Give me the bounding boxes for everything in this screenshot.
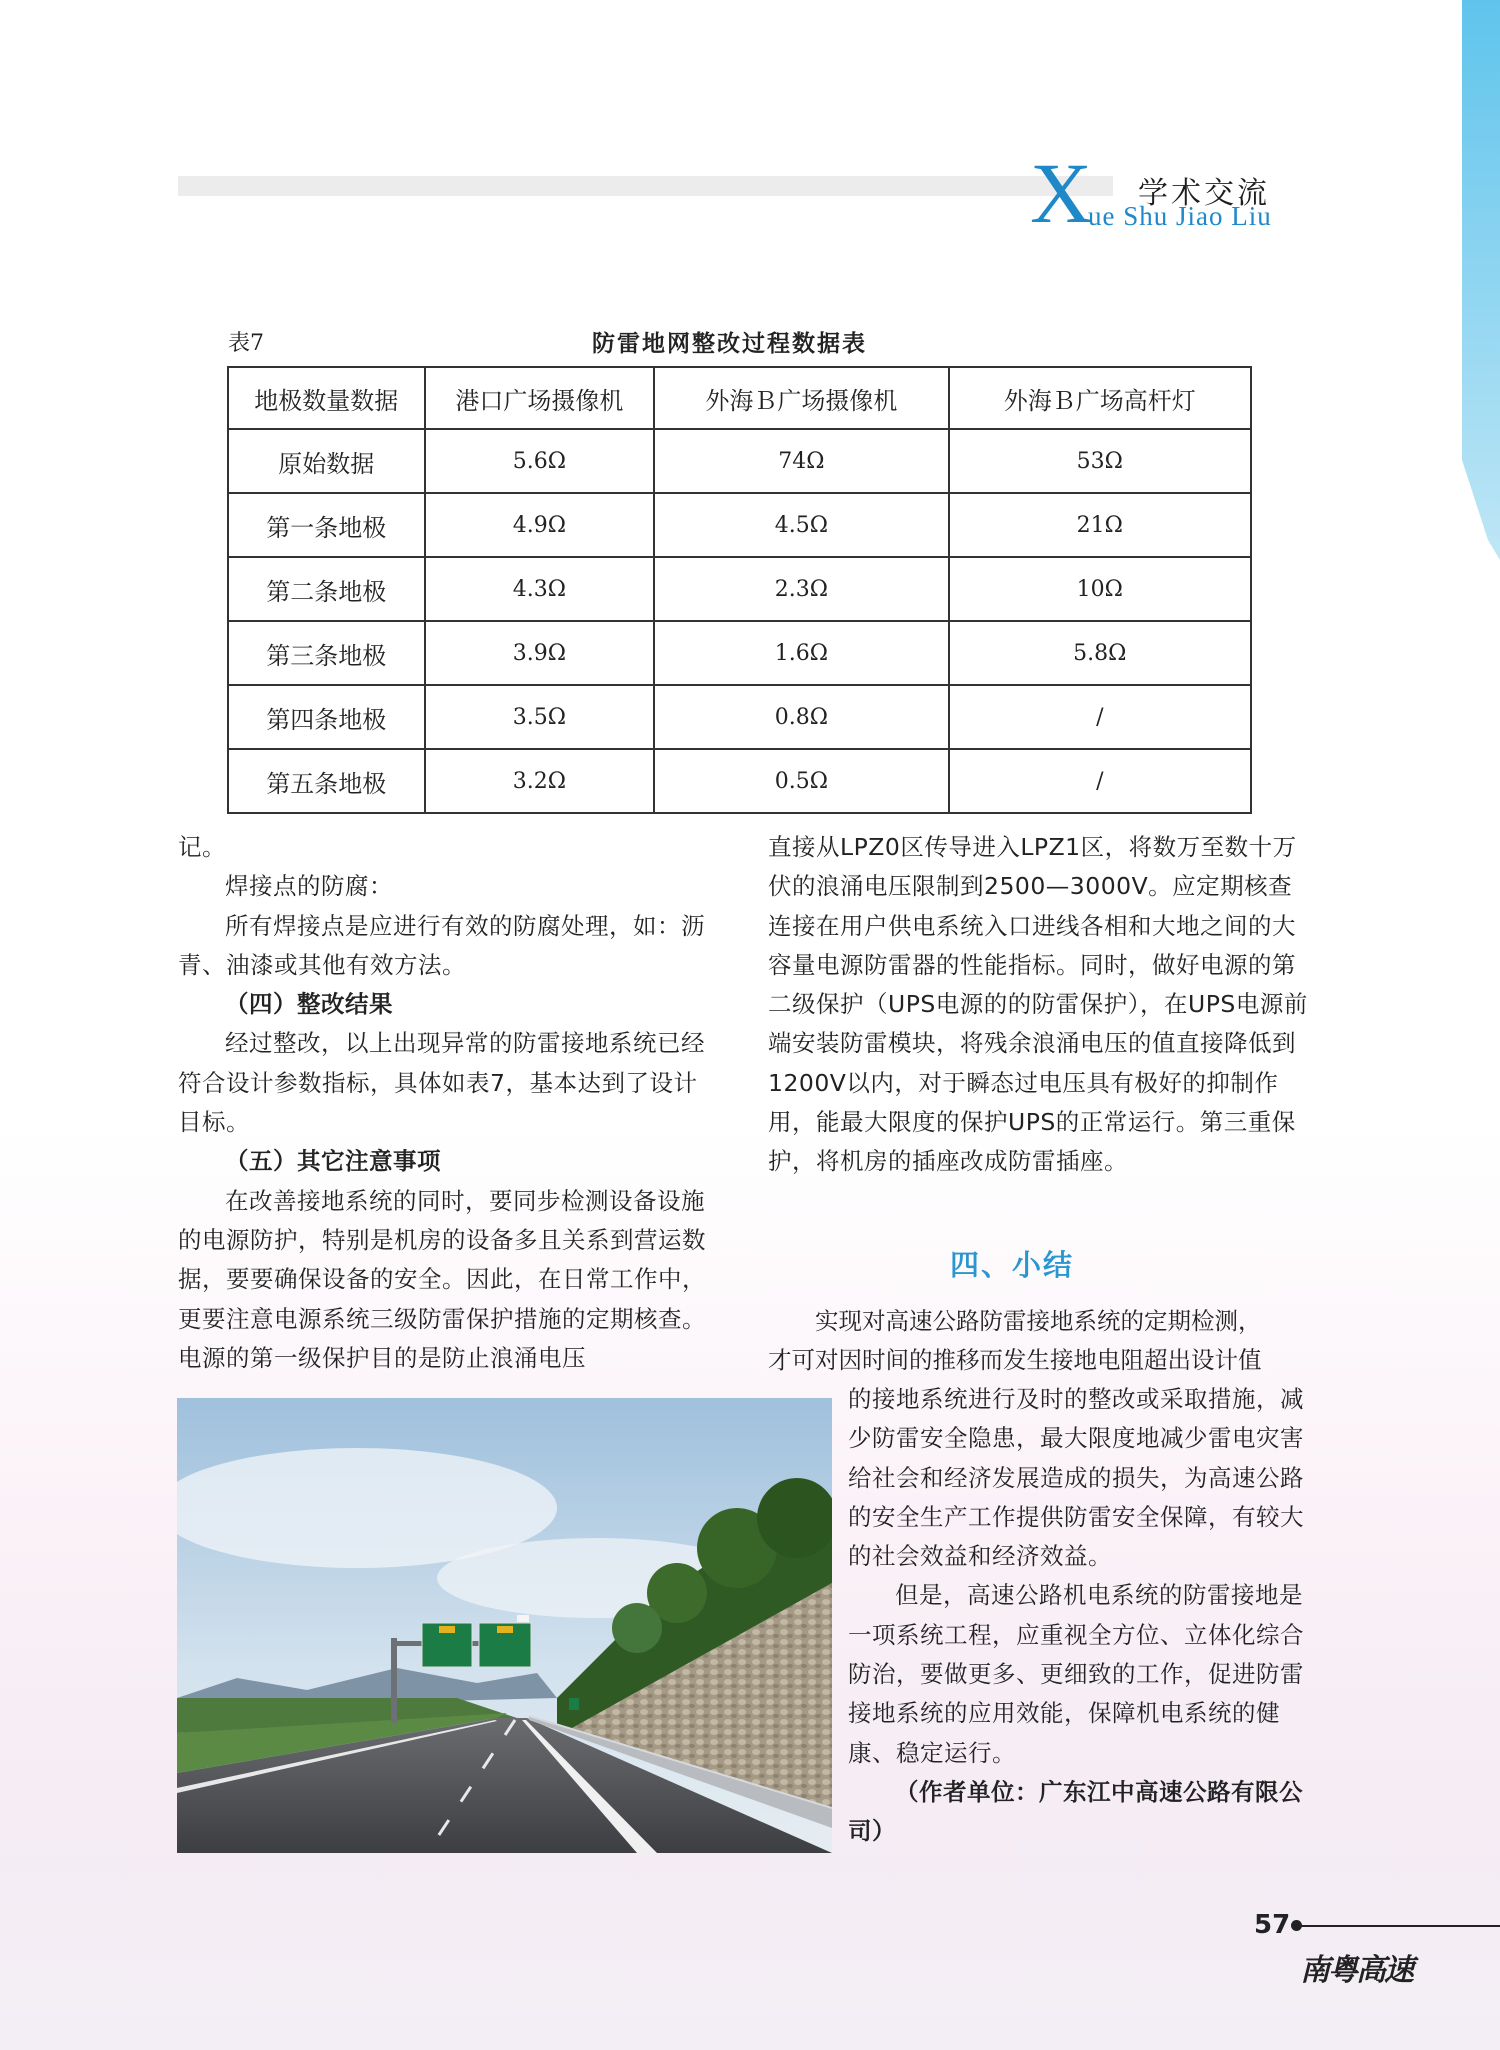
column-header: 外海Ｂ广场高杆灯 bbox=[949, 367, 1251, 429]
table-cell: 4.9Ω bbox=[425, 493, 655, 557]
conclusion-intro bbox=[768, 1302, 1308, 1381]
table-cell: 2.3Ω bbox=[654, 557, 948, 621]
magazine-logo: 南粤高速 bbox=[1300, 1953, 1412, 1988]
section-heading: 四、小结 bbox=[950, 1248, 1075, 1282]
paragraph: 才可对因时间的推移而发生接地电阻超出设计值 bbox=[768, 1346, 1262, 1375]
table-row bbox=[228, 621, 1251, 685]
section-title-cn: 学术交流 bbox=[1138, 176, 1270, 211]
table-cell: 0.8Ω bbox=[654, 685, 948, 749]
column-header: 港口广场摄像机 bbox=[425, 367, 655, 429]
table-label: 表7 bbox=[228, 331, 264, 356]
author-affiliation: （作者单位：广东江中高速公路有限公司） bbox=[848, 1777, 1303, 1846]
table-row bbox=[228, 685, 1251, 749]
header-bar bbox=[178, 176, 1113, 196]
section-title-en: ue Shu Jiao Liu bbox=[1088, 201, 1272, 231]
table-cell: 3.5Ω bbox=[425, 685, 655, 749]
row-label: 第四条地极 bbox=[228, 685, 425, 749]
subheading: （四）整改结果 bbox=[225, 990, 393, 1019]
left-column bbox=[178, 828, 718, 1378]
table-cell: 0.5Ω bbox=[654, 749, 948, 813]
paragraph: 经过整改，以上出现异常的防雷接地系统已经符合设计参数指标，具体如表7，基本达到了设计目标。 bbox=[178, 1029, 705, 1137]
row-label: 第三条地极 bbox=[228, 621, 425, 685]
paragraph: 但是，高速公路机电系统的防雷接地是一项系统工程，应重视全方位、立体化综合防治，要做更多、更细致的工作，促进防雷接地系统的应用效能，保障机电系统的健康、稳定运行。 bbox=[848, 1581, 1304, 1767]
paragraph: 焊接点的防腐： bbox=[225, 872, 393, 901]
row-label: 第二条地极 bbox=[228, 557, 425, 621]
table-cell: 1.6Ω bbox=[654, 621, 948, 685]
subheading: （五）其它注意事项 bbox=[225, 1147, 441, 1176]
table-cell: 4.5Ω bbox=[654, 493, 948, 557]
table-header-row bbox=[228, 367, 1251, 429]
table-row bbox=[228, 557, 1251, 621]
table-cell: / bbox=[949, 685, 1251, 749]
table-cell: 74Ω bbox=[654, 429, 948, 493]
paragraph: 的接地系统进行及时的整改或采取措施，减少防雷安全隐患，最大限度地减少雷电灾害给社会和经济发展造成的损失，为高速公路的安全生产工作提供防雷安全保障，有较大的社会效益和经济效益。 bbox=[848, 1385, 1304, 1571]
table-cell: 4.3Ω bbox=[425, 557, 655, 621]
page-number: 57 bbox=[1254, 1910, 1291, 1940]
table-row bbox=[228, 429, 1251, 493]
highway-photo bbox=[177, 1398, 832, 1853]
row-label: 原始数据 bbox=[228, 429, 425, 493]
table-row bbox=[228, 749, 1251, 813]
paragraph: 所有焊接点是应进行有效的防腐处理，如：沥青、油漆或其他有效方法。 bbox=[178, 911, 705, 979]
table-title: 防雷地网整改过程数据表 bbox=[592, 330, 867, 357]
right-column bbox=[768, 828, 1308, 1182]
paragraph: 实现对高速公路防雷接地系统的定期检测， bbox=[815, 1307, 1262, 1335]
table-cell: 5.8Ω bbox=[949, 621, 1251, 685]
row-label: 第五条地极 bbox=[228, 749, 425, 813]
column-header: 外海Ｂ广场摄像机 bbox=[654, 367, 948, 429]
table-cell: 53Ω bbox=[949, 429, 1251, 493]
corner-decoration bbox=[1440, 0, 1500, 560]
footer-rule bbox=[1297, 1925, 1500, 1927]
column-header: 地极数量数据 bbox=[228, 367, 425, 429]
conclusion-body bbox=[848, 1380, 1308, 1852]
table-cell: / bbox=[949, 749, 1251, 813]
table-cell: 3.2Ω bbox=[425, 749, 655, 813]
table-cell: 5.6Ω bbox=[425, 429, 655, 493]
paragraph: 在改善接地系统的同时，要同步检测设备设施的电源防护，特别是机房的设备多且关系到营运数据，要要确保设备的安全。因此，在日常工作中，更要注意电源系统三级防雷保护措施的定期核查。电源的第一级保护目的是防止浪涌电压 bbox=[178, 1186, 706, 1372]
table-cell: 3.9Ω bbox=[425, 621, 655, 685]
paragraph: 直接从LPZ0区传导进入LPZ1区，将数万至数十万伏的浪涌电压限制到2500—3000V。应定期核查连接在用户供电系统入口进线各相和大地之间的大容量电源防雷器的性能指标。同时，做好电源的第二级保护（UPS电源的的防雷保护），在UPS电源前端安装防雷模块，将残余浪涌电压的值直接降低到1200V以内，对于瞬态过电压具有极好的抑制作用，能最大限度的保护UPS的正常运行。第三重保护，将机房的插座改成防雷插座。 bbox=[768, 833, 1308, 1176]
data-table bbox=[227, 366, 1252, 814]
row-label: 第一条地极 bbox=[228, 493, 425, 557]
header-letter: X bbox=[1030, 145, 1093, 241]
table-row bbox=[228, 493, 1251, 557]
table-cell: 21Ω bbox=[949, 493, 1251, 557]
table-cell: 10Ω bbox=[949, 557, 1251, 621]
paragraph: 记。 bbox=[178, 833, 226, 861]
